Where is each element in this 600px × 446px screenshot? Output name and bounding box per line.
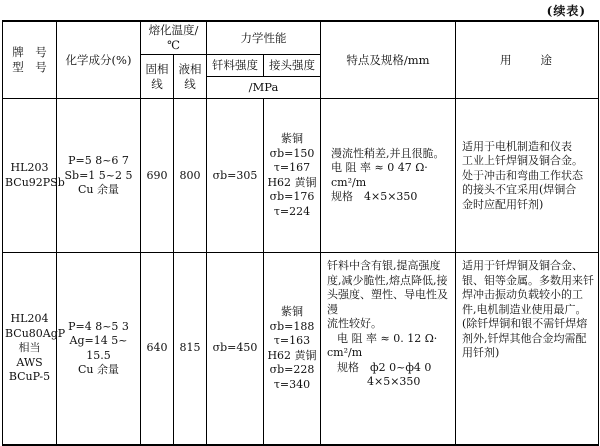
- header-solidus: 固相 线: [141, 55, 174, 99]
- header-joint-strength: 接头强度: [264, 55, 321, 77]
- solidus-cell: 690: [141, 99, 174, 253]
- grade-cell: HL204 BCu80AgP 相当 AWS BCuP-5: [3, 253, 57, 445]
- header-composition: 化学成分(%): [57, 21, 141, 99]
- table-row: [3, 253, 599, 445]
- usage-cell: 适用于钎焊铜及铜合金、 银、钼等金属。多数用来钎 焊冲击振动负载较小的工 件,电机制造业使用最广。 (除钎焊铜和银不需钎焊熔 剂外,钎焊其他合金均需配 用钎剂): [456, 253, 599, 445]
- header-brazing-strength: 钎料强度: [207, 55, 264, 77]
- header-melting-range: 熔化温度/℃: [141, 21, 207, 55]
- joint-strength-cell: 紫铜 σb=188 τ=163 H62 黄铜 σb=228 τ=340: [264, 253, 321, 445]
- table-row: [3, 99, 599, 253]
- features-cell: 漫流性稍差,并且很脆。 电 阻 率 ≈ 0 47 Ω· cm²/m 规格 4×5×350: [321, 99, 456, 253]
- composition-cell: P=5 8~6 7 Sb=1 5~2 5 Cu 余量: [57, 99, 141, 253]
- usage-cell: 适用于电机制造和仪表 工业上钎焊铜及铜合金。 处于冲击和弯曲工作状态 的接头不宜采用(焊铜合 金时应配用钎剂): [456, 99, 599, 253]
- grade-cell: HL203 BCu92PSb: [3, 99, 57, 253]
- header-grade: 牌 号 型 号: [3, 21, 57, 99]
- header-usage: 用 途: [456, 21, 599, 99]
- header-unit-mpa: /MPa: [207, 77, 321, 99]
- liquidus-cell: 800: [174, 99, 207, 253]
- solidus-cell: 640: [141, 253, 174, 445]
- brazing-alloy-table: [2, 20, 599, 446]
- header-liquidus: 液相 线: [174, 55, 207, 99]
- continued-label: (续表): [546, 4, 586, 18]
- brazing-strength-cell: σb=450: [207, 253, 264, 445]
- joint-strength-cell: 紫铜 σb=150 τ=167 H62 黄铜 σb=176 τ=224: [264, 99, 321, 253]
- header-mechanical-properties: 力学性能: [207, 21, 321, 55]
- liquidus-cell: 815: [174, 253, 207, 445]
- composition-cell: P=4 8~5 3 Ag=14 5~ 15.5 Cu 余量: [57, 253, 141, 445]
- features-cell: 钎料中含有银,提高强度 度,减少脆性,熔点降低,接 头强度、塑性、导电性及漫 流性较好。 电 阻 率 ≈ 0. 12 Ω· cm²/m 规格 ф2 0~ф4 0 4×5×350: [321, 253, 456, 445]
- brazing-strength-cell: σb=305: [207, 99, 264, 253]
- header-features: 特点及规格/mm: [321, 21, 456, 99]
